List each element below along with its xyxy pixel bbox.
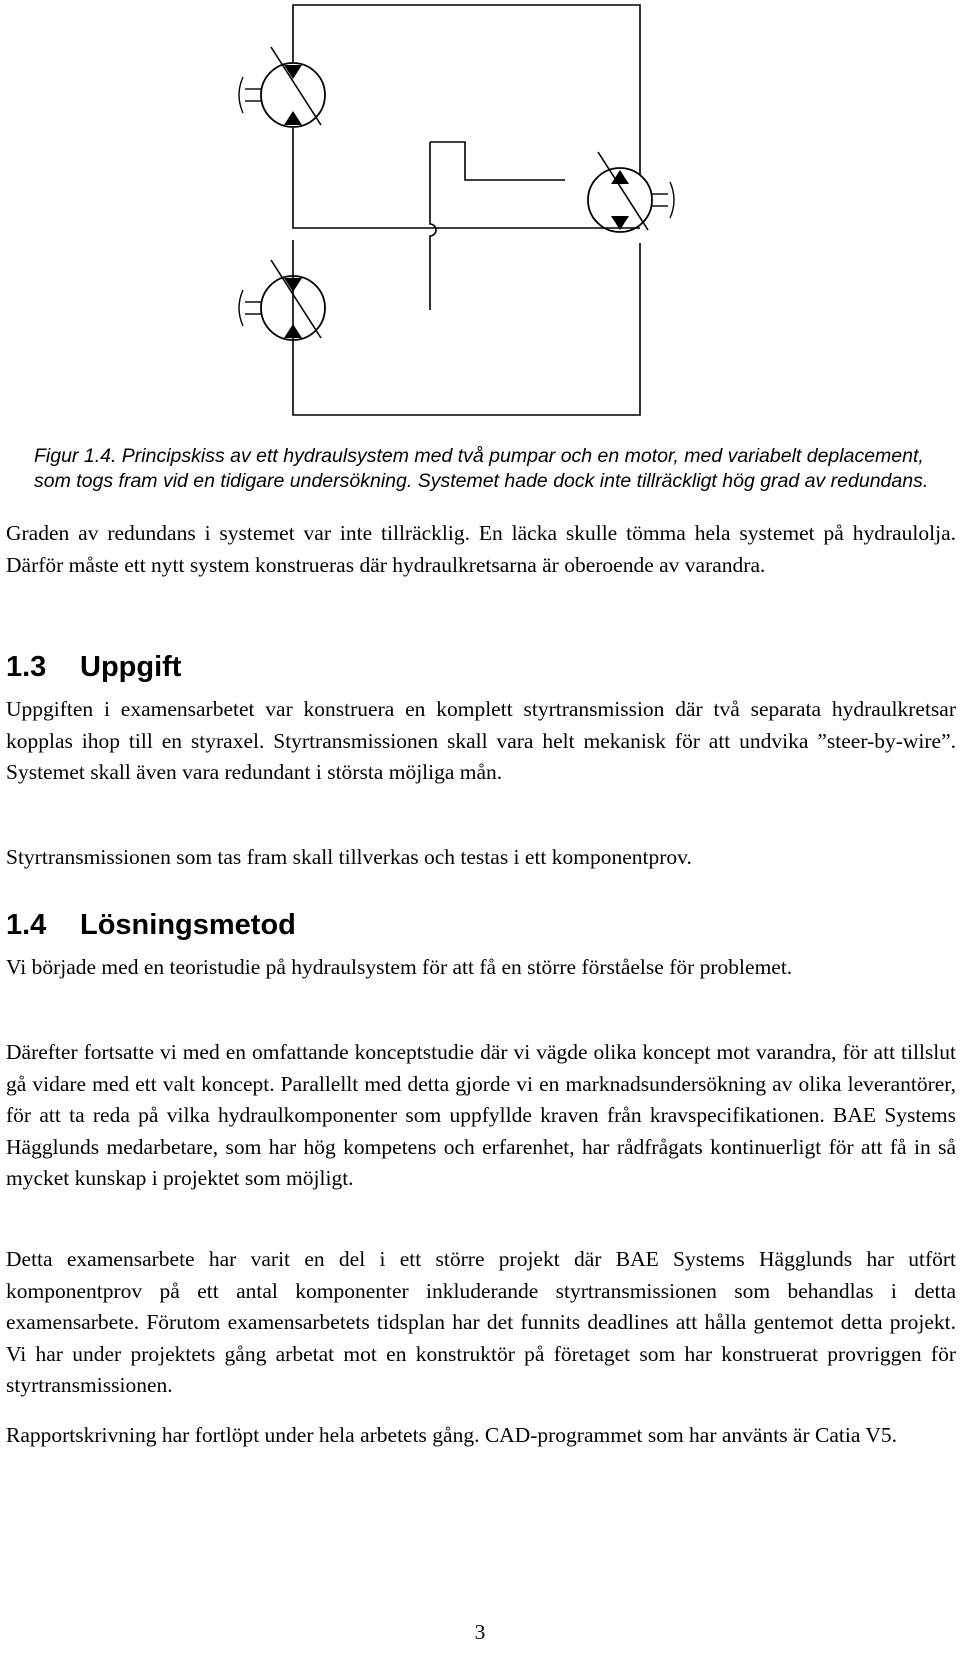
paragraph-component-test: Styrtransmissionen som tas fram skall tillverkas och testas i ett komponentprov. (6, 845, 692, 869)
pump-bottom-icon (239, 260, 325, 340)
paragraph-report-writing: Rapportskrivning har fortlöpt under hela arbetets gång. CAD-programmet som har använts är Catia V5. (6, 1423, 898, 1447)
paragraph-redundancy: Graden av redundans i systemet var inte tillräcklig. En läcka skulle tömma hela systemet på hydraulolja. Därför måste ett nytt system konstrueras där hydraulkretsarna är oberoende av varandra. (6, 521, 956, 577)
section-number: 1.3 (6, 651, 47, 683)
paragraph-project: Detta examensarbete har varit en del i ett större projekt där BAE Systems Hägglunds har utfört komponentprov på ett antal komponenter inkluderande styrtransmissionen som behandlas i detta examensarbete. Förutom examensarbetets tidsplan har det funnits deadlines att hålla gentemot detta projekt. Vi har under projektets gång arbetat mot en konstruktör på företaget som har konstruerat provriggen för styrtransmissionen. (6, 1247, 956, 1397)
circuit-line-bottom (293, 240, 640, 415)
section-title: Uppgift (80, 651, 182, 683)
section-heading-uppgift (6, 650, 181, 684)
circuit-line-left (293, 5, 640, 175)
circuit-line-cross (430, 142, 565, 310)
paragraph-theory-study: Vi började med en teoristudie på hydraulsystem för att få en större förståelse för problemet. (6, 955, 793, 979)
pump-top-icon (239, 47, 325, 127)
page-number: 3 (474, 1620, 486, 1644)
paragraph-concept-study: Därefter fortsatte vi med en omfattande konceptstudie där vi vägde olika koncept mot varandra, för att tillslut gå vidare med ett valt koncept. Parallellt med detta gjorde vi en marknadsundersökning av olika leverantörer, för att ta reda på vilka hydraulkomponenter som uppfyllde kraven från kravspecifikationen. BAE Systems Hägglunds medarbetare, som har hög kompetens och erfarenhet, har rådfrågats kontinuerligt för att få in så mycket kunskap i projektet som möjligt. (6, 1040, 956, 1190)
motor-right-icon (588, 152, 674, 232)
hydraulic-schematic-figure (0, 0, 960, 420)
section-number: 1.4 (6, 909, 47, 941)
figure-caption: Figur 1.4. Principskiss av ett hydraulsystem med två pumpar och en motor, med variabelt deplacement, som togs fram vid en tidigare undersökning. Systemet hade dock inte tillräckligt hög grad av redundans. (34, 445, 929, 492)
section-title: Lösningsmetod (80, 909, 296, 941)
section-heading-losningsmetod (6, 908, 296, 942)
paragraph-task: Uppgiften i examensarbetet var konstruera en komplett styrtransmission där två separata hydraulkretsar kopplas ihop till en styraxel. Styrtransmissionen skall vara helt mekanisk för att undvika ”steer-by-wire”. Systemet skall även vara redundant i största möjliga mån. (6, 697, 956, 784)
circuit-line-mid (293, 128, 640, 228)
